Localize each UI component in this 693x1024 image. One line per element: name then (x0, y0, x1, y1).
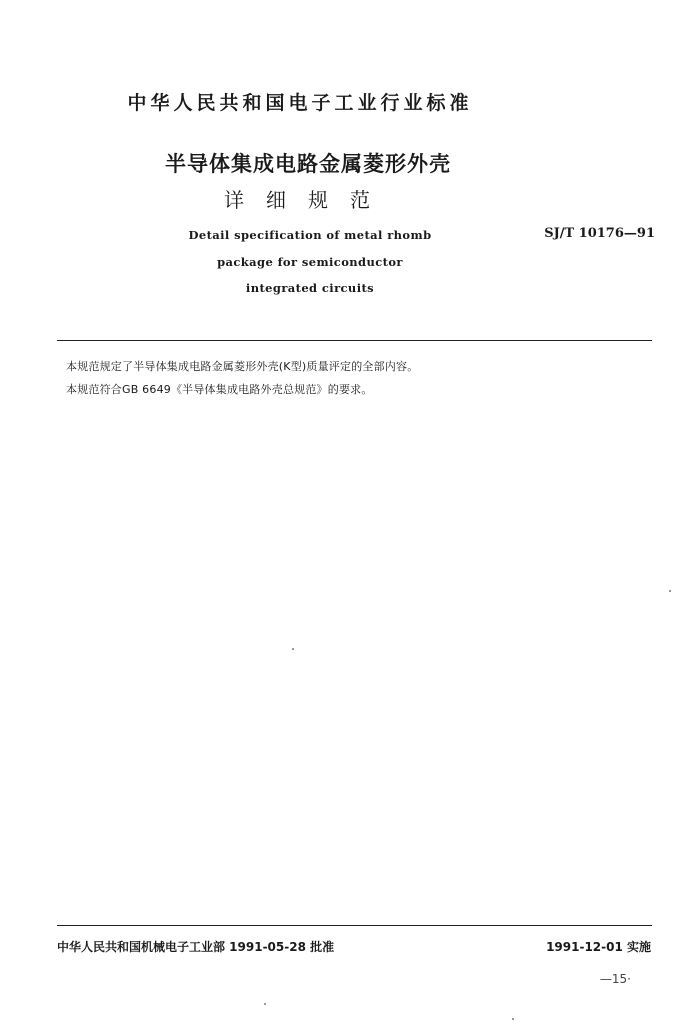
standard-code: SJ/T 10176—91 (544, 226, 655, 241)
title-english-line-1: Detail specification of metal rhomb (188, 228, 432, 242)
scan-speck (512, 1018, 514, 1020)
title-english-line-3: integrated circuits (245, 281, 375, 295)
organization-standard-header: 中华人民共和国电子工业行业标准 (127, 92, 473, 114)
title-chinese-sub: 详细规范 (224, 188, 392, 212)
title-chinese-main: 半导体集成电路金属菱形外壳 (165, 152, 451, 176)
conformance-paragraph: 本规范符合GB 6649《半导体集成电路外壳总规范》的要求。 (66, 383, 373, 396)
scan-speck (264, 1003, 266, 1005)
effective-date: 1991-12-01 实施 (546, 940, 651, 954)
bottom-divider (57, 925, 652, 926)
approval-statement: 中华人民共和国机械电子工业部 1991-05-28 批准 (57, 940, 335, 954)
page-number: —15· (599, 972, 631, 986)
scan-speck (669, 590, 671, 592)
title-english-line-2: package for semiconductor (217, 255, 403, 269)
scan-speck (292, 648, 294, 650)
top-divider (57, 340, 652, 341)
scope-paragraph: 本规范规定了半导体集成电路金属菱形外壳(K型)质量评定的全部内容。 (66, 360, 419, 373)
